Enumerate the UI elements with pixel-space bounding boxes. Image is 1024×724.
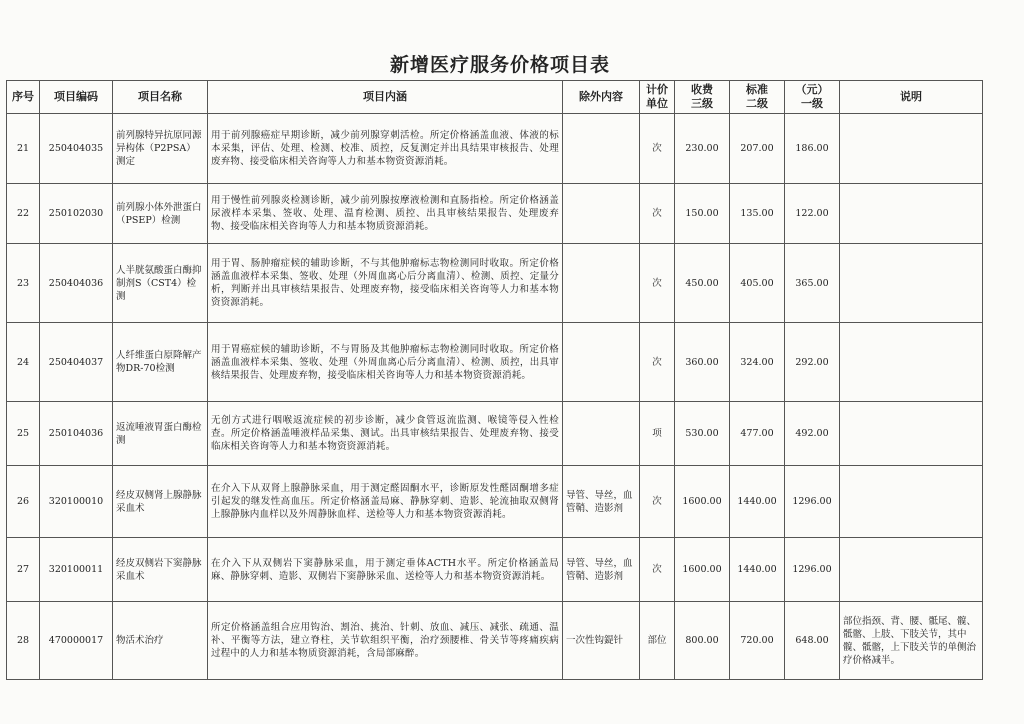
header-fee-line1: 收费 — [691, 83, 713, 96]
cell-name: 前列腺特异抗原同源异构体（P2PSA）测定 — [113, 114, 208, 184]
cell-level3-price: 230.00 — [675, 114, 730, 184]
cell-level1-price: 648.00 — [785, 602, 840, 680]
header-content: 项目内涵 — [208, 81, 563, 114]
header-yuan-line2: 一级 — [801, 97, 823, 110]
cell-unit: 项 — [640, 402, 675, 466]
cell-code: 250404037 — [40, 323, 113, 402]
cell-level2-price: 207.00 — [730, 114, 785, 184]
header-unit-line1: 计价 — [646, 83, 668, 96]
cell-level1-price: 1296.00 — [785, 466, 840, 538]
cell-exclusions — [563, 114, 640, 184]
cell-seq: 22 — [7, 184, 40, 244]
header-unit-line2: 单位 — [646, 97, 668, 110]
cell-exclusions — [563, 244, 640, 323]
cell-level3-price: 530.00 — [675, 402, 730, 466]
cell-seq: 23 — [7, 244, 40, 323]
cell-level2-price: 135.00 — [730, 184, 785, 244]
cell-seq: 21 — [7, 114, 40, 184]
cell-seq: 24 — [7, 323, 40, 402]
cell-name: 经皮双侧肾上腺静脉采血术 — [113, 466, 208, 538]
cell-note — [840, 466, 983, 538]
table-row — [7, 114, 983, 184]
cell-level2-price: 405.00 — [730, 244, 785, 323]
header-exclusions: 除外内容 — [563, 81, 640, 114]
cell-level2-price: 720.00 — [730, 602, 785, 680]
cell-note — [840, 244, 983, 323]
cell-content: 用于胃癌症候的辅助诊断，不与胃肠及其他肿瘤标志物检测同时收取。所定价格涵盖血液样本采集、签收、处理（外周血离心后分离血清）、检测、质控，出具审核结果报告、处理废弃物，接受临床相关咨询等人力和基本物资资源消耗。 — [208, 323, 563, 402]
table-header-row — [7, 81, 983, 114]
header-code: 项目编码 — [40, 81, 113, 114]
cell-exclusions — [563, 323, 640, 402]
cell-level2-price: 1440.00 — [730, 538, 785, 602]
cell-name: 物活术治疗 — [113, 602, 208, 680]
table-row — [7, 602, 983, 680]
cell-level3-price: 450.00 — [675, 244, 730, 323]
cell-exclusions — [563, 184, 640, 244]
cell-note — [840, 114, 983, 184]
header-yuan-level1 — [785, 81, 840, 114]
header-std-line1: 标准 — [746, 83, 768, 96]
header-seq: 序号 — [7, 81, 40, 114]
cell-name: 返流唾液胃蛋白酶检测 — [113, 402, 208, 466]
header-std-line2: 二级 — [746, 97, 768, 110]
cell-content: 在介入下从双肾上腺静脉采血，用于测定醛固酮水平，诊断原发性醛固酮增多症引起发的继发性高血压。所定价格涵盖局麻、静脉穿刺、造影、轮流抽取双侧肾上腺静脉内血样以及外周静脉血样、送检等人力和基本物资资源消耗。 — [208, 466, 563, 538]
cell-unit: 次 — [640, 244, 675, 323]
header-std-level2 — [730, 81, 785, 114]
cell-note — [840, 538, 983, 602]
cell-seq: 28 — [7, 602, 40, 680]
cell-exclusions: 一次性钩鍉针 — [563, 602, 640, 680]
cell-content: 用于胃、肠肿瘤症候的辅助诊断，不与其他肿瘤标志物检测同时收取。所定价格涵盖血液样本采集、签收、处理（外周血离心后分离血清）、检测、质控、定量分析，判断并出具审核结果报告、处理废弃物，接受临床相关咨询等人力和基本物资资源消耗。 — [208, 244, 563, 323]
cell-unit: 次 — [640, 184, 675, 244]
table-row — [7, 184, 983, 244]
cell-content: 无创方式进行咽喉返流症候的初步诊断，减少食管返流监测、喉镜等侵入性检查。所定价格涵盖唾液样品采集、测试。出具审核结果报告、处理废弃物、接受临床相关咨询等人力和基本物资资源消耗。 — [208, 402, 563, 466]
cell-level1-price: 492.00 — [785, 402, 840, 466]
cell-name: 经皮双侧岩下窦静脉采血术 — [113, 538, 208, 602]
cell-code: 320100010 — [40, 466, 113, 538]
cell-level1-price: 186.00 — [785, 114, 840, 184]
cell-exclusions — [563, 402, 640, 466]
header-note: 说明 — [840, 81, 983, 114]
cell-code: 250404036 — [40, 244, 113, 323]
table-row — [7, 323, 983, 402]
cell-level1-price: 122.00 — [785, 184, 840, 244]
table-row — [7, 402, 983, 466]
cell-level3-price: 150.00 — [675, 184, 730, 244]
cell-unit: 次 — [640, 114, 675, 184]
header-name: 项目名称 — [113, 81, 208, 114]
header-fee-line2: 三级 — [691, 97, 713, 110]
cell-unit: 次 — [640, 323, 675, 402]
cell-level2-price: 477.00 — [730, 402, 785, 466]
header-unit — [640, 81, 675, 114]
cell-seq: 25 — [7, 402, 40, 466]
cell-level2-price: 324.00 — [730, 323, 785, 402]
cell-name: 前列腺小体外泄蛋白（PSEP）检测 — [113, 184, 208, 244]
cell-name: 人半胱氨酸蛋白酶抑制剂S（CST4）检测 — [113, 244, 208, 323]
cell-level2-price: 1440.00 — [730, 466, 785, 538]
price-table — [6, 80, 983, 680]
cell-level1-price: 1296.00 — [785, 538, 840, 602]
cell-name: 人纤维蛋白原降解产物DR-70检测 — [113, 323, 208, 402]
cell-content: 用于慢性前列腺炎检测诊断，减少前列腺按摩液检测和直肠指检。所定价格涵盖尿液样本采集、签收、处理、温育检测、质控、出具审核结果报告、处理废弃物、接受临床相关咨询等人力和基本物质资源消耗。 — [208, 184, 563, 244]
cell-code: 470000017 — [40, 602, 113, 680]
cell-seq: 26 — [7, 466, 40, 538]
table-row — [7, 244, 983, 323]
table-row — [7, 538, 983, 602]
cell-level3-price: 360.00 — [675, 323, 730, 402]
cell-code: 250104036 — [40, 402, 113, 466]
header-fee-level3 — [675, 81, 730, 114]
cell-level3-price: 1600.00 — [675, 466, 730, 538]
cell-level3-price: 800.00 — [675, 602, 730, 680]
cell-level1-price: 365.00 — [785, 244, 840, 323]
cell-unit: 部位 — [640, 602, 675, 680]
cell-seq: 27 — [7, 538, 40, 602]
header-yuan-line1: （元） — [795, 83, 829, 96]
cell-note — [840, 323, 983, 402]
cell-content: 所定价格涵盖组合应用钩治、割治、挑治、针刺、放血、减压、减张、疏通、温补、平衡等方法，建立脊柱，关节软组织平衡，治疗颈腰椎、骨关节等疼痛疾病过程中的人力和基本物质资源消耗，含局部麻醉。 — [208, 602, 563, 680]
cell-exclusions: 导管、导丝，血管鞘、造影剂 — [563, 538, 640, 602]
cell-code: 250102030 — [40, 184, 113, 244]
cell-level1-price: 292.00 — [785, 323, 840, 402]
cell-note — [840, 402, 983, 466]
cell-unit: 次 — [640, 466, 675, 538]
cell-content: 在介入下从双侧岩下窦静脉采血，用于测定垂体ACTH水平。所定价格涵盖局麻、静脉穿刺、造影、双侧岩下窦静脉采血、送检等人力和基本物资资源消耗。 — [208, 538, 563, 602]
cell-code: 250404035 — [40, 114, 113, 184]
cell-exclusions: 导管、导丝，血管鞘、造影剂 — [563, 466, 640, 538]
page-title: 新增医疗服务价格项目表 — [389, 54, 610, 76]
cell-level3-price: 1600.00 — [675, 538, 730, 602]
cell-unit: 次 — [640, 538, 675, 602]
cell-note — [840, 184, 983, 244]
cell-code: 320100011 — [40, 538, 113, 602]
cell-content: 用于前列腺癌症早期诊断，减少前列腺穿刺活检。所定价格涵盖血液、体液的标本采集，评估、处理、检测、校准、质控，反复测定并出具结果审核报告、处理废弃物、接受临床相关咨询等人力和基本物资资源消耗。 — [208, 114, 563, 184]
table-row — [7, 466, 983, 538]
cell-note: 部位指颈、背、腰、骶尾、髋、骶髂、上肢、下肢关节，其中髋、骶髂，上下肢关节的单侧治疗价格减半。 — [840, 602, 983, 680]
